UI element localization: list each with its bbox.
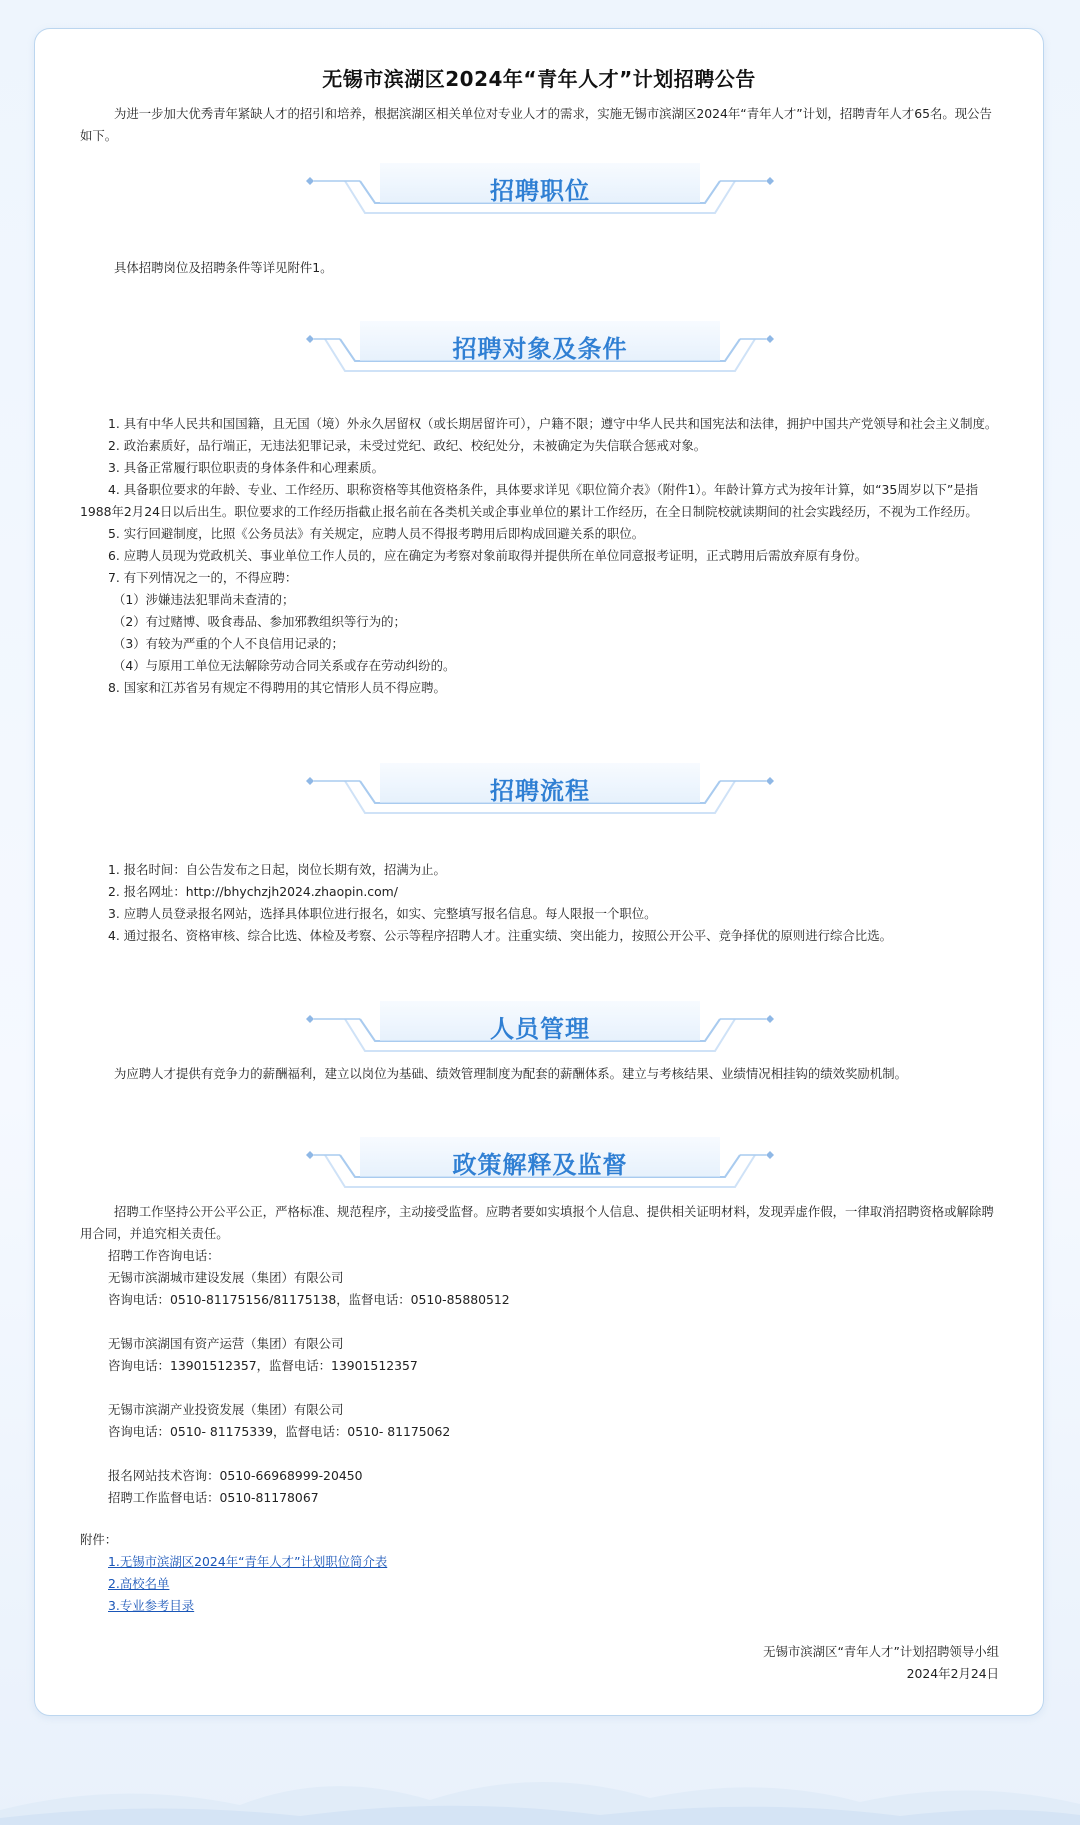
announcement-card	[34, 28, 1044, 1716]
list-subitem: （1）涉嫌违法犯罪尚未查清的；	[113, 592, 295, 607]
process-list	[80, 859, 1000, 947]
attachment-link-3[interactable]: 3.专业参考目录	[108, 1598, 195, 1613]
conditions-list	[80, 413, 1000, 699]
section-banner-positions	[110, 151, 970, 227]
list-item: 1. 报名时间：自公告发布之日起，岗位长期有效，招满为止。	[108, 862, 446, 877]
contact-block	[80, 1245, 1000, 1509]
attachment-link-1[interactable]: 1.无锡市滨湖区2024年“青年人才”计划职位简介表	[108, 1554, 388, 1569]
attachments-label: 附件：	[80, 1532, 118, 1547]
mountain-decoration	[0, 1760, 1080, 1825]
section-banner-management	[110, 989, 970, 1065]
management-text: 为应聘人才提供有竞争力的薪酬福利，建立以岗位为基础、绩效管理制度为配套的薪酬体系。建立与考核结果、业绩情况相挂钩的绩效奖励机制。	[114, 1066, 907, 1081]
section-heading: 招聘职位	[490, 177, 590, 205]
list-subitem: （4）与原用工单位无法解除劳动合同关系或存在劳动纠纷的。	[113, 658, 456, 673]
list-item: 2. 政治素质好，品行端正，无违法犯罪记录，未受过党纪、政纪、校纪处分，未被确定为失信联合惩戒对象。	[108, 438, 707, 453]
attachment-link-2[interactable]: 2.高校名单	[108, 1576, 170, 1591]
list-item: 4. 具备职位要求的年龄、专业、工作经历、职称资格等其他资格条件，具体要求详见《职位简介表》（附件1）。年龄计算方式为按年计算，如“35周岁以下”是指1988年2月24日以后出生。职位要求的工作经历指截止报名前在各类机关或企事业单位的累计工作经历，在全日制院校就读期间的社会实践经历，不视为工作经历。	[80, 482, 979, 519]
list-item: 5. 实行回避制度，比照《公务员法》有关规定，应聘人员不得报考聘用后即构成回避关系的职位。	[108, 526, 645, 541]
company-name: 无锡市滨湖城市建设发展（集团）有限公司	[108, 1270, 344, 1285]
intro-paragraph: 为进一步加大优秀青年紧缺人才的招引和培养，根据滨湖区相关单位对专业人才的需求，实施无锡市滨湖区2024年“青年人才”计划，招聘青年人才65名。现公告如下。	[80, 106, 992, 143]
page-title: 无锡市滨湖区2024年“青年人才”计划招聘公告	[322, 67, 756, 91]
company-phones: 咨询电话：0510- 81175339，监督电话：0510- 81175062	[108, 1424, 451, 1439]
section-heading: 招聘对象及条件	[452, 335, 628, 363]
list-item: 4. 通过报名、资格审核、综合比选、体检及考察、公示等程序招聘人才。注重实绩、突出能力，按照公开公平、竞争择优的原则进行综合比选。	[108, 928, 892, 943]
section-heading: 人员管理	[490, 1015, 590, 1043]
section-banner-process	[110, 751, 970, 827]
section-banner-conditions	[110, 309, 970, 385]
company-name: 无锡市滨湖国有资产运营（集团）有限公司	[108, 1336, 344, 1351]
list-item: 1. 具有中华人民共和国国籍，且无国（境）外永久居留权（或长期居留许可），户籍不限；遵守中华人民共和国宪法和法律，拥护中国共产党领导和社会主义制度。	[108, 416, 998, 431]
contact-title: 招聘工作咨询电话：	[108, 1248, 220, 1263]
tech-support-phone: 报名网站技术咨询：0510-66968999-20450	[108, 1468, 363, 1483]
list-item: 8. 国家和江苏省另有规定不得聘用的其它情形人员不得应聘。	[108, 680, 446, 695]
list-item: 7. 有下列情况之一的，不得应聘：	[108, 570, 298, 585]
policy-block	[80, 1201, 1000, 1509]
section-banner-policy	[110, 1125, 970, 1201]
list-item: 3. 具备正常履行职位职责的身体条件和心理素质。	[108, 460, 384, 475]
section-heading: 招聘流程	[490, 777, 590, 805]
list-item: 2. 报名网址：http://bhychzjh2024.zhaopin.com/	[108, 884, 398, 899]
company-phones: 咨询电话：13901512357，监督电话：13901512357	[108, 1358, 418, 1373]
list-item: 6. 应聘人员现为党政机关、事业单位工作人员的，应在确定为考察对象前取得并提供所在单位同意报考证明，正式聘用后需放弃原有身份。	[108, 548, 868, 563]
signature-date: 2024年2月24日	[906, 1666, 999, 1681]
supervision-phone: 招聘工作监督电话：0510-81178067	[108, 1490, 319, 1505]
company-name: 无锡市滨湖产业投资发展（集团）有限公司	[108, 1402, 344, 1417]
positions-text: 具体招聘岗位及招聘条件等详见附件1。	[114, 260, 333, 275]
section-heading: 政策解释及监督	[452, 1151, 628, 1179]
signature-org: 无锡市滨湖区“青年人才”计划招聘领导小组	[763, 1644, 999, 1659]
list-subitem: （3）有较为严重的个人不良信用记录的；	[113, 636, 344, 651]
policy-text: 招聘工作坚持公开公平公正，严格标准、规范程序，主动接受监督。应聘者要如实填报个人信息、提供相关证明材料，发现弄虚作假，一律取消招聘资格或解除聘用合同，并追究相关责任。	[80, 1204, 994, 1241]
company-phones: 咨询电话：0510-81175156/81175138，监督电话：0510-85880512	[108, 1292, 510, 1307]
list-item: 3. 应聘人员登录报名网站，选择具体职位进行报名，如实、完整填写报名信息。每人限报一个职位。	[108, 906, 657, 921]
attachments-block	[80, 1529, 680, 1617]
list-subitem: （2）有过赌博、吸食毒品、参加邪教组织等行为的；	[113, 614, 406, 629]
